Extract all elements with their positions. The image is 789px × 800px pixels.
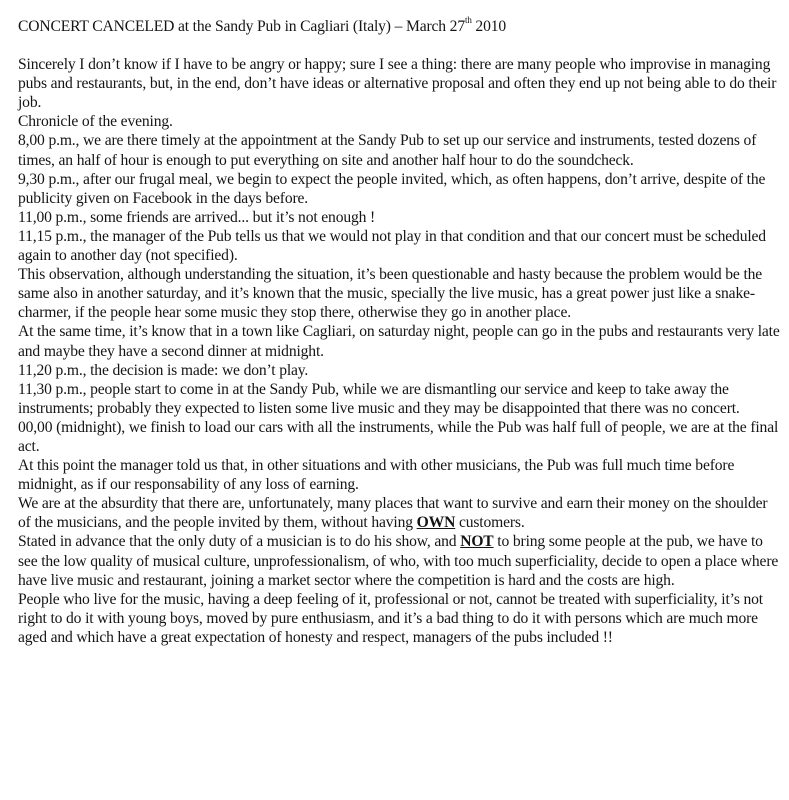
absurdity-text-after: customers. [455, 514, 525, 532]
duty-emphasis: NOT [460, 533, 494, 551]
paragraph-1130pm: 11,30 p.m., people start to come in at the Sandy Pub, while we are dismantling our service and keep to take away the instruments; probably they expected to listen some live music and they may be disappointed that there was no concert. [18, 380, 740, 417]
title-year: 2010 [471, 18, 507, 35]
paragraph-duty [18, 532, 780, 589]
duty-text-after: to bring some people at the pub, we have to see the low quality of musical culture, unprofessionalism, of who, with too much superficiality, decide to open a place where have live music and restaurant, joining a market sector where the competition is hard and the costs are high. [18, 533, 779, 589]
paragraph-1120pm: 11,20 p.m., the decision is made: we don’t play. [18, 361, 309, 379]
absurdity-emphasis: OWN [416, 514, 456, 532]
paragraph-midnight: 00,00 (midnight), we finish to load our cars with all the instruments, while the Pub was half full of people, we are at the final act. [18, 418, 779, 455]
paragraph-chronicle-heading: Chronicle of the evening. [18, 113, 173, 131]
paragraph-8pm: 8,00 p.m., we are there timely at the appointment at the Sandy Pub to set up our service and instruments, tested dozens of times, an half of hour is enough to put everything on site and another half hour to do the soundcheck. [18, 132, 757, 169]
paragraph-930pm: 9,30 p.m., after our frugal meal, we begin to expect the people invited, which, as often happens, don’t arrive, despite of the publicity given on Facebook in the days before. [18, 170, 766, 207]
document-title [18, 14, 780, 36]
document-page [18, 14, 780, 647]
paragraph-cagliari: At the same time, it’s know that in a town like Cagliari, on saturday night, people can go in the pubs and restaurants very late and maybe they have a second dinner at midnight. [18, 323, 780, 360]
duty-text-before: Stated in advance that the only duty of a musician is to do his show, and [18, 533, 461, 551]
paragraph-absurdity [18, 494, 780, 532]
paragraph-1115pm: 11,15 p.m., the manager of the Pub tells us that we would not play in that condition and that our concert must be scheduled again to another day (not specified). [18, 227, 766, 265]
paragraph-intro: Sincerely I don’t know if I have to be angry or happy; sure I see a thing: there are many people who improvise in managing pubs and restaurants, but, in the end, don’t have ideas or alternative proposal and often they end up not being able to do their job. [18, 56, 777, 112]
absurdity-text-before: We are at the absurdity that there are, unfortunately, many places that want to survive and earn their money on the shoulder of the musicians, and the people invited by them, without having [18, 495, 768, 532]
paragraph-manager: At this point the manager told us that, in other situations and with other musicians, the Pub was full much time before midnight, as if our responsability of any loss of earning. [18, 457, 735, 494]
paragraph-closing: People who live for the music, having a deep feeling of it, professional or not, cannot be treated with superficiality, it’s not right to do it with young boys, moved by pure enthusiasm, and it’s a bad thing to do it with persons which are much more aged and which have a great expectation of honesty and respect, managers of the pubs included !! [18, 590, 763, 646]
paragraph-11pm: 11,00 p.m., some friends are arrived... but it’s not enough ! [18, 208, 376, 226]
title-superscript: th [464, 14, 472, 25]
paragraph-observation: This observation, although understanding the situation, it’s been questionable and hasty because the problem would be the same also in another saturday, and it’s known that the music, specially the live music, has a great power just like a snake-charmer, if the people hear some music they stop there, otherwise they go in another place. [18, 266, 763, 322]
title-text: CONCERT CANCELED at the Sandy Pub in Cagliari (Italy) – March 27 [18, 18, 465, 35]
